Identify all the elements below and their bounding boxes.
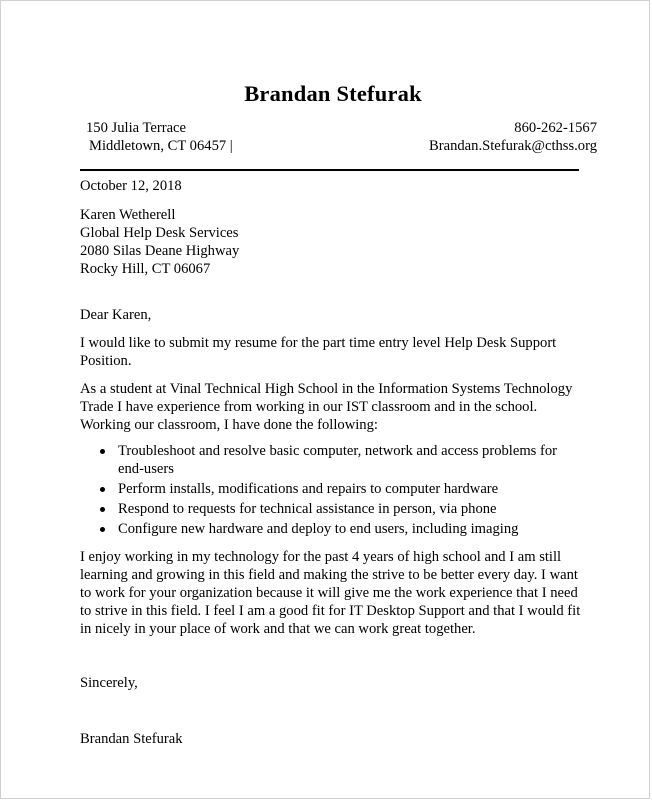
salutation: Dear Karen, — [80, 307, 152, 323]
bullet-icon — [100, 487, 105, 492]
address-line-1: 150 Julia Terrace — [86, 120, 187, 136]
recipient-block — [80, 206, 585, 278]
letter-date: October 12, 2018 — [80, 178, 182, 194]
list-item-text: Configure new hardware and deploy to end users, including imaging — [118, 521, 519, 537]
duties-list — [80, 442, 585, 538]
recipient-city: Rocky Hill, CT 06067 — [80, 261, 211, 277]
list-item-text: Respond to requests for technical assistance in person, via phone — [118, 501, 497, 517]
paragraph-experience: As a student at Vinal Technical High School in the Information Systems Technology Trade I have experience from working in our IST classroom and in the school. Working our classroom, I have done the following: — [80, 381, 573, 433]
recipient-street: 2080 Silas Deane Highway — [80, 243, 240, 259]
bullet-icon — [100, 507, 105, 512]
sender-name: Brandan Stefurak — [244, 81, 422, 106]
list-item-text: Troubleshoot and resolve basic computer, network and access problems for end-users — [118, 443, 558, 477]
list-item — [118, 520, 585, 538]
sender-phone: 860-262-1567 — [514, 120, 597, 136]
closing: Sincerely, — [80, 675, 138, 691]
recipient-name: Karen Wetherell — [80, 207, 176, 223]
sender-address — [86, 119, 233, 155]
bullet-icon — [100, 449, 105, 454]
list-item-text: Perform installs, modifications and repairs to computer hardware — [118, 481, 499, 497]
letter-body[interactable] — [80, 177, 585, 748]
bullet-icon — [100, 527, 105, 532]
sender-contact — [429, 119, 597, 155]
address-line-2: Middletown, CT 06457 | — [89, 138, 233, 154]
list-item — [118, 500, 585, 518]
header-divider — [80, 169, 579, 171]
paragraph-motivation: I enjoy working in my technology for the past 4 years of high school and I am still learning and growing in this field and making the strive to be better every day. I want to work for your organization because it will give me the work experience that I need to strive in this field. I feel I am a good fit for IT Desktop Support and that I would fit in nicely in your place of work and that we can work great together. — [80, 549, 581, 637]
list-item — [118, 480, 585, 498]
signature-name: Brandan Stefurak — [80, 731, 183, 747]
recipient-company: Global Help Desk Services — [80, 225, 239, 241]
list-item — [118, 442, 585, 478]
sender-email: Brandan.Stefurak@cthss.org — [429, 138, 597, 154]
paragraph-intro: I would like to submit my resume for the part time entry level Help Desk Support Position. — [80, 335, 557, 369]
